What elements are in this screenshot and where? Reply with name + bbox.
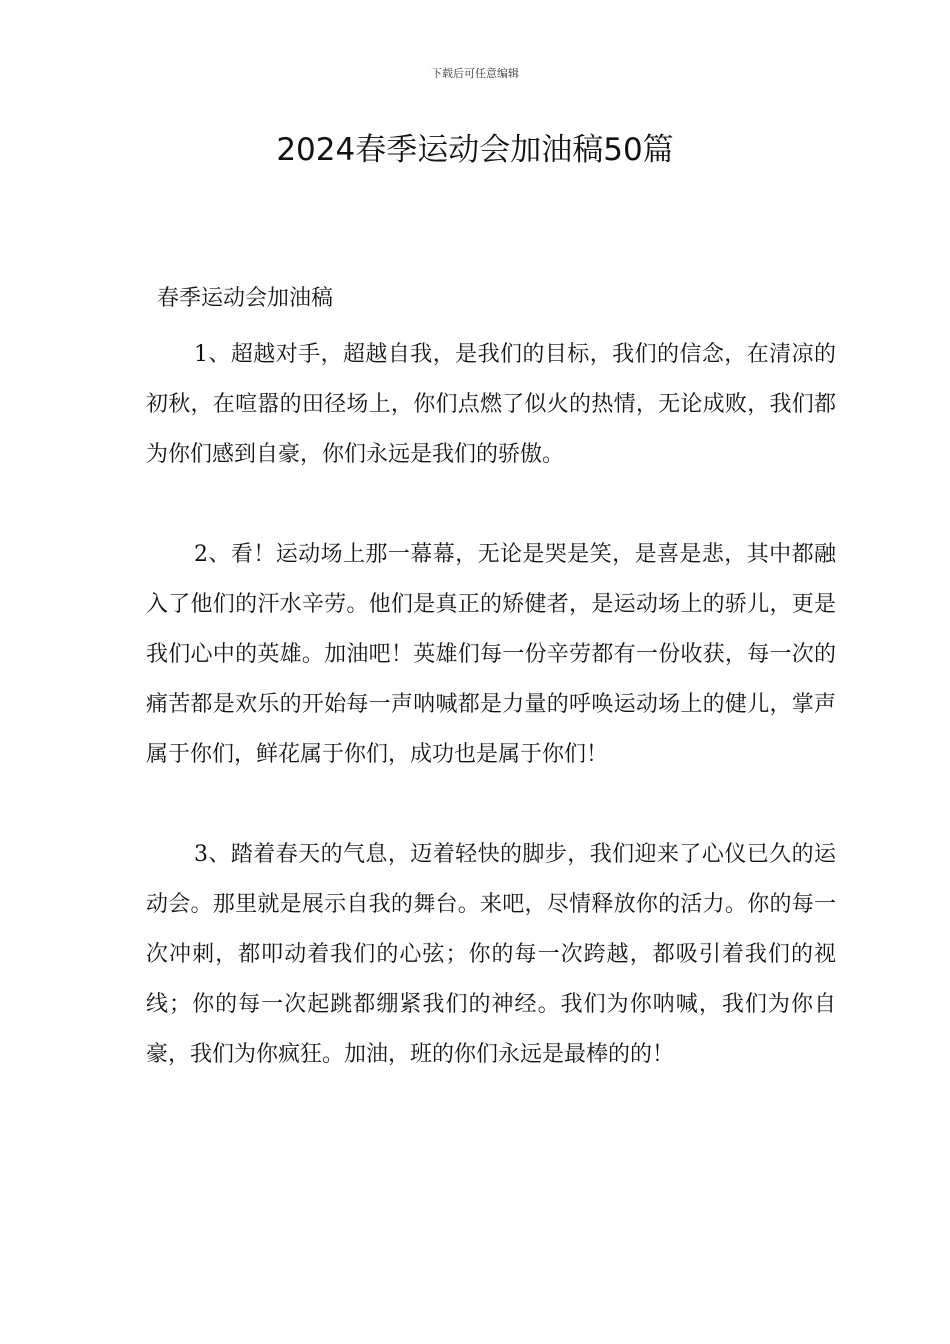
- paragraph-1: 1、超越对手，超越自我，是我们的目标，我们的信念，在清凉的初秋，在喧嚣的田径场上，你们点燃了似火的热情，无论成败，我们都为你们感到自豪，你们永远是我们的骄傲。: [146, 342, 836, 467]
- paragraph-2: 2、看！运动场上那一幕幕，无论是哭是笑，是喜是悲，其中都融入了他们的汗水辛劳。他们是真正的矫健者，是运动场上的骄儿，更是我们心中的英雄。加油吧！英雄们每一份辛劳都有一份收获，每一次的痛苦都是欢乐的开始每一声呐喊都是力量的呼唤运动场上的健儿，掌声属于你们，鲜花属于你们，成功也是属于你们！: [146, 542, 836, 767]
- document-body: [146, 330, 836, 1080]
- paragraph-3: 3、踏着春天的气息，迈着轻快的脚步，我们迎来了心仪已久的运动会。那里就是展示自我的舞台。来吧，尽情释放你的活力。你的每一次冲刺，都叩动着我们的心弦；你的每一次跨越，都吸引着我们的视线；你的每一次起跳都绷紧我们的神经。我们为你呐喊，我们为你自豪，我们为你疯狂。加油，班的你们永远是最棒的的！: [146, 842, 836, 1067]
- section-heading: 春季运动会加油稿: [157, 286, 334, 311]
- header-note: 下载后可任意编辑: [431, 67, 519, 80]
- document-title: 2024春季运动会加油稿50篇: [276, 132, 674, 168]
